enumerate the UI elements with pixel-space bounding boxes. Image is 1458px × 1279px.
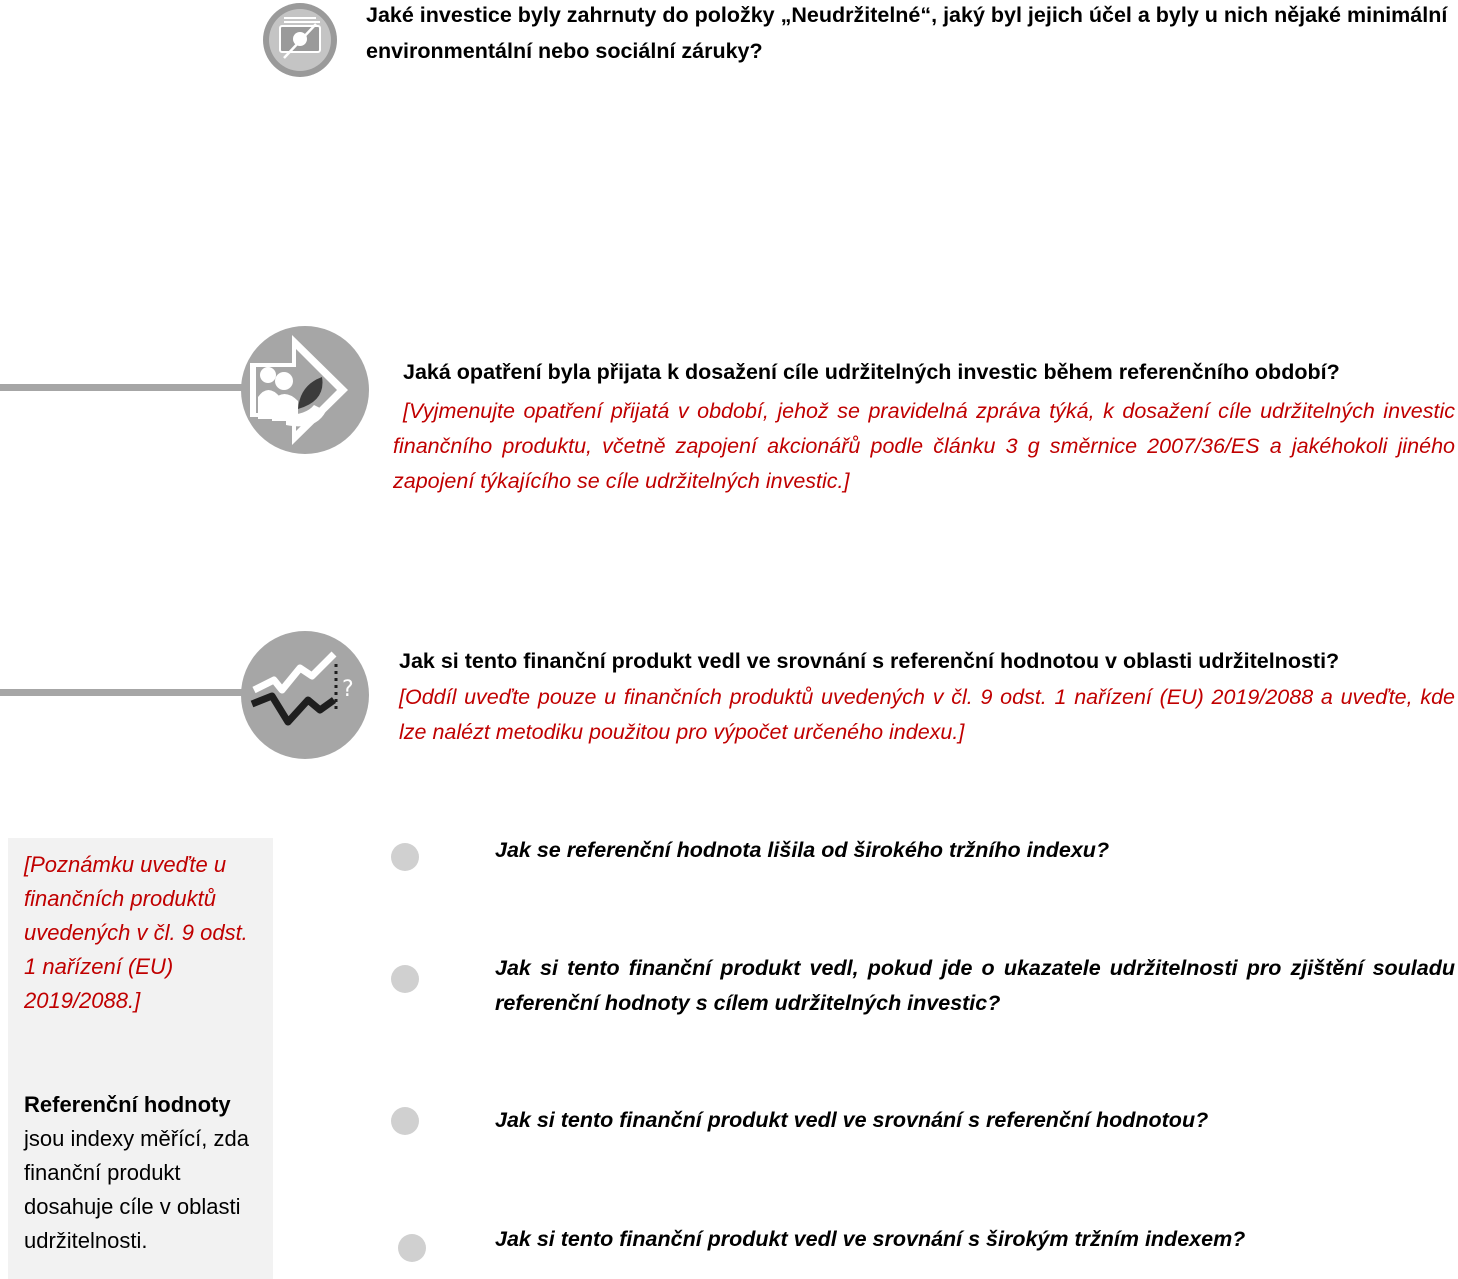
sidebar-note: [Poznámku uveďte u finančních produktů uvedených v čl. 9 odst. 1 nařízení (EU) 2019/2088.] [24,852,248,1013]
sidebar-definition-line: dosahuje cíle v oblasti [24,1194,241,1219]
banknote-icon [262,2,338,78]
bullet-icon [391,965,419,993]
people-leaf-arrow-icon [240,325,370,455]
bullet-icon [391,843,419,871]
benchmark-question: Jak si tento finanční produkt vedl ve srovnání s referenční hodnotou v oblasti udržitelnosti? [399,649,1340,673]
sidebar-term: Referenční hodnoty [24,1092,231,1117]
chart-trend-question-icon [240,630,370,760]
sidebar-definition-line: udržitelnosti. [24,1228,148,1253]
sub-question: Jak se referenční hodnota lišila od širokého tržního indexu? [495,838,1110,862]
section-divider-line [0,689,250,696]
sub-question: Jak si tento finanční produkt vedl ve srovnání s referenční hodnotou? [495,1108,1209,1132]
measures-note-text: [Vyjmenujte opatření přijatá v období, jehož se pravidelná zpráva týká, k dosažení cíle udržitelných investic finančního produktu, včetně zapojení akcionářů podle článku 3 g směrnice 2007/36/ES a jakéhokoli jiného zapojení týkajícího se cíle udržitelných investic.] [393,399,1455,493]
sidebar-definition-line: jsou indexy měřící, zda [24,1126,249,1151]
section-divider-line [0,384,250,391]
bullet-icon [398,1234,426,1262]
sidebar-definition-line: finanční produkt [24,1160,181,1185]
bullet-icon [391,1107,419,1135]
sub-question: Jak si tento finanční produkt vedl, pokud jde o ukazatele udržitelnosti pro zjištění souladu referenční hodnoty s cílem udržitelných investic? [495,956,1455,1015]
measures-question: Jaká opatření byla přijata k dosažení cíle udržitelných investic během referenčního období? [403,360,1340,384]
benchmark-note: [Oddíl uveďte pouze u finančních produktů uvedených v čl. 9 odst. 1 nařízení (EU) 2019/2088 a uveďte, kde lze nalézt metodiku použitou pro výpočet určeného indexu.] [399,685,1455,744]
sidebar-definition-box [8,838,273,1279]
svg-text:?: ? [342,677,354,702]
sidebar-definition [24,1088,273,1258]
measures-note [393,394,1455,499]
sub-question: Jak si tento finanční produkt vedl ve srovnání s širokým tržním indexem? [495,1227,1246,1251]
unsustainable-question: Jaké investice byly zahrnuty do položky „Neudržitelné“, jaký byl jejich účel a byly u nich nějaké minimální environmentální nebo sociální záruky? [366,3,1448,63]
